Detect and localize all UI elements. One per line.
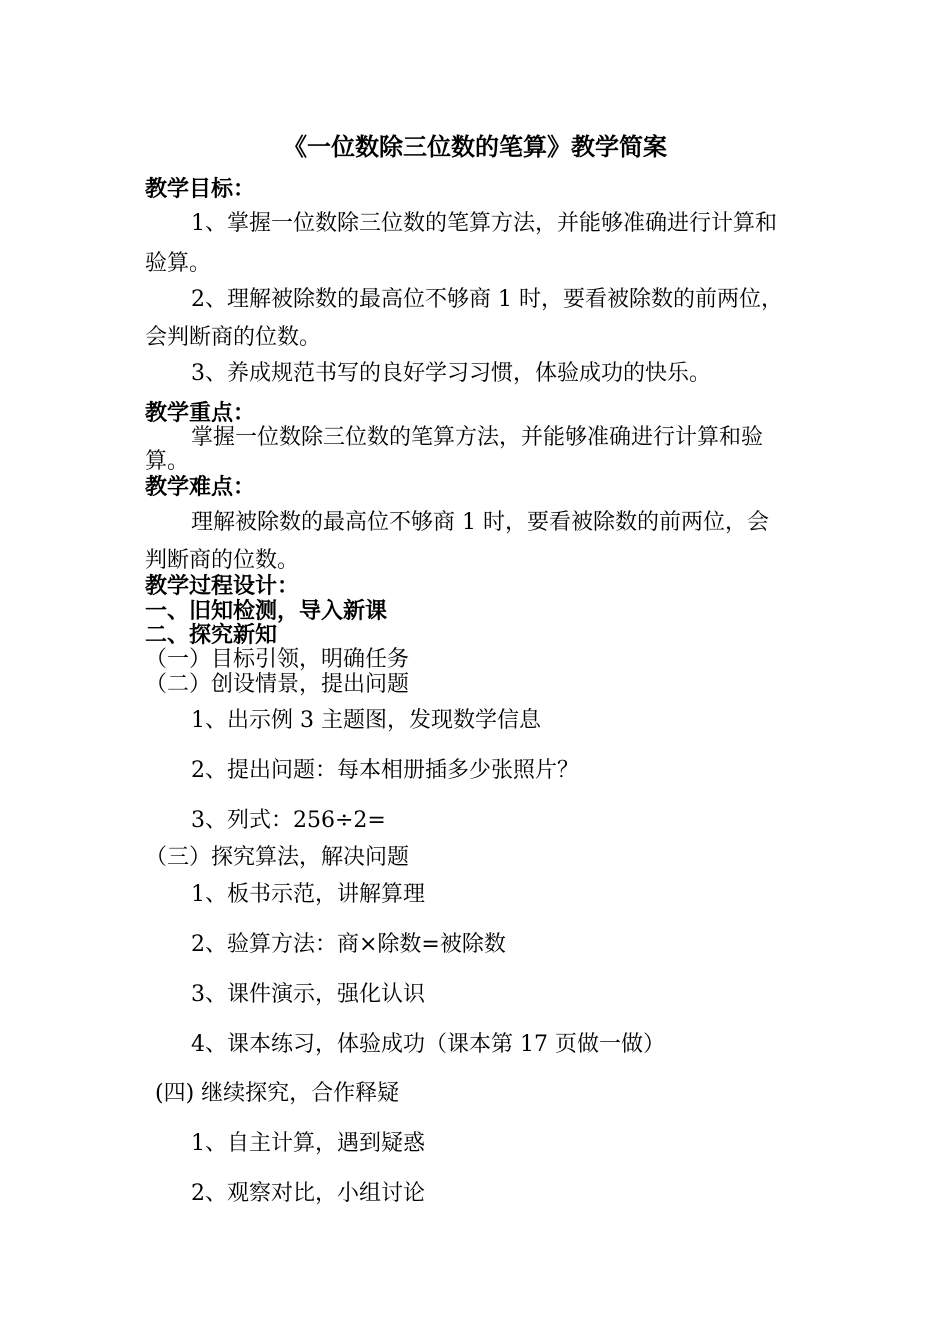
subsection-2-item-2: 2、提出问题：每本相册插多少张照片？ — [191, 758, 579, 783]
subsection-2: （二）创设情景，提出问题 — [145, 672, 410, 697]
subsection-3-item-3: 3、课件演示，强化认识 — [191, 982, 425, 1007]
key-points-heading: 教学重点： — [145, 400, 256, 426]
objective-1-line-1: 1、掌握一位数除三位数的笔算方法，并能够准确进行计算和 — [191, 211, 777, 236]
subsection-3: （三）探究算法，解决问题 — [145, 845, 410, 870]
objective-1-line-2: 验算。 — [145, 251, 212, 276]
subsection-4: (四) 继续探究，合作释疑 — [155, 1081, 400, 1106]
subsection-3-item-4: 4、课本练习，体验成功（课本第 17 页做一做） — [191, 1032, 665, 1057]
objective-2-line-2: 会判断商的位数。 — [145, 325, 322, 350]
difficulties-heading: 教学难点： — [145, 474, 256, 500]
subsection-2-item-1: 1、出示例 3 主题图，发现数学信息 — [191, 708, 541, 733]
subsection-4-item-2: 2、观察对比，小组讨论 — [191, 1181, 425, 1206]
subsection-3-item-1: 1、板书示范，讲解算理 — [191, 882, 425, 907]
objective-2-line-1: 2、理解被除数的最高位不够商 1 时，要看被除数的前两位， — [191, 287, 783, 312]
key-points-line-2: 算。 — [145, 449, 190, 474]
subsection-1: （一）目标引领，明确任务 — [145, 647, 410, 672]
difficulties-line-1: 理解被除数的最高位不够商 1 时，要看被除数的前两位，会 — [191, 510, 769, 535]
difficulties-line-2: 判断商的位数。 — [145, 548, 300, 573]
objectives-heading: 教学目标： — [145, 176, 256, 202]
subsection-4-item-1: 1、自主计算，遇到疑惑 — [191, 1131, 425, 1156]
section-1-heading: 一、旧知检测，导入新课 — [145, 598, 388, 624]
process-heading: 教学过程设计： — [145, 573, 300, 599]
subsection-3-item-2: 2、验算方法：商×除数=被除数 — [191, 932, 506, 957]
key-points-line-1: 掌握一位数除三位数的笔算方法，并能够准确进行计算和验 — [191, 425, 764, 450]
document-title: 《一位数除三位数的笔算》教学简案 — [283, 132, 667, 161]
subsection-2-item-3: 3、列式：256÷2= — [191, 808, 386, 833]
objective-3: 3、养成规范书写的良好学习习惯，体验成功的快乐。 — [191, 361, 711, 386]
section-2-heading: 二、探究新知 — [145, 622, 278, 648]
